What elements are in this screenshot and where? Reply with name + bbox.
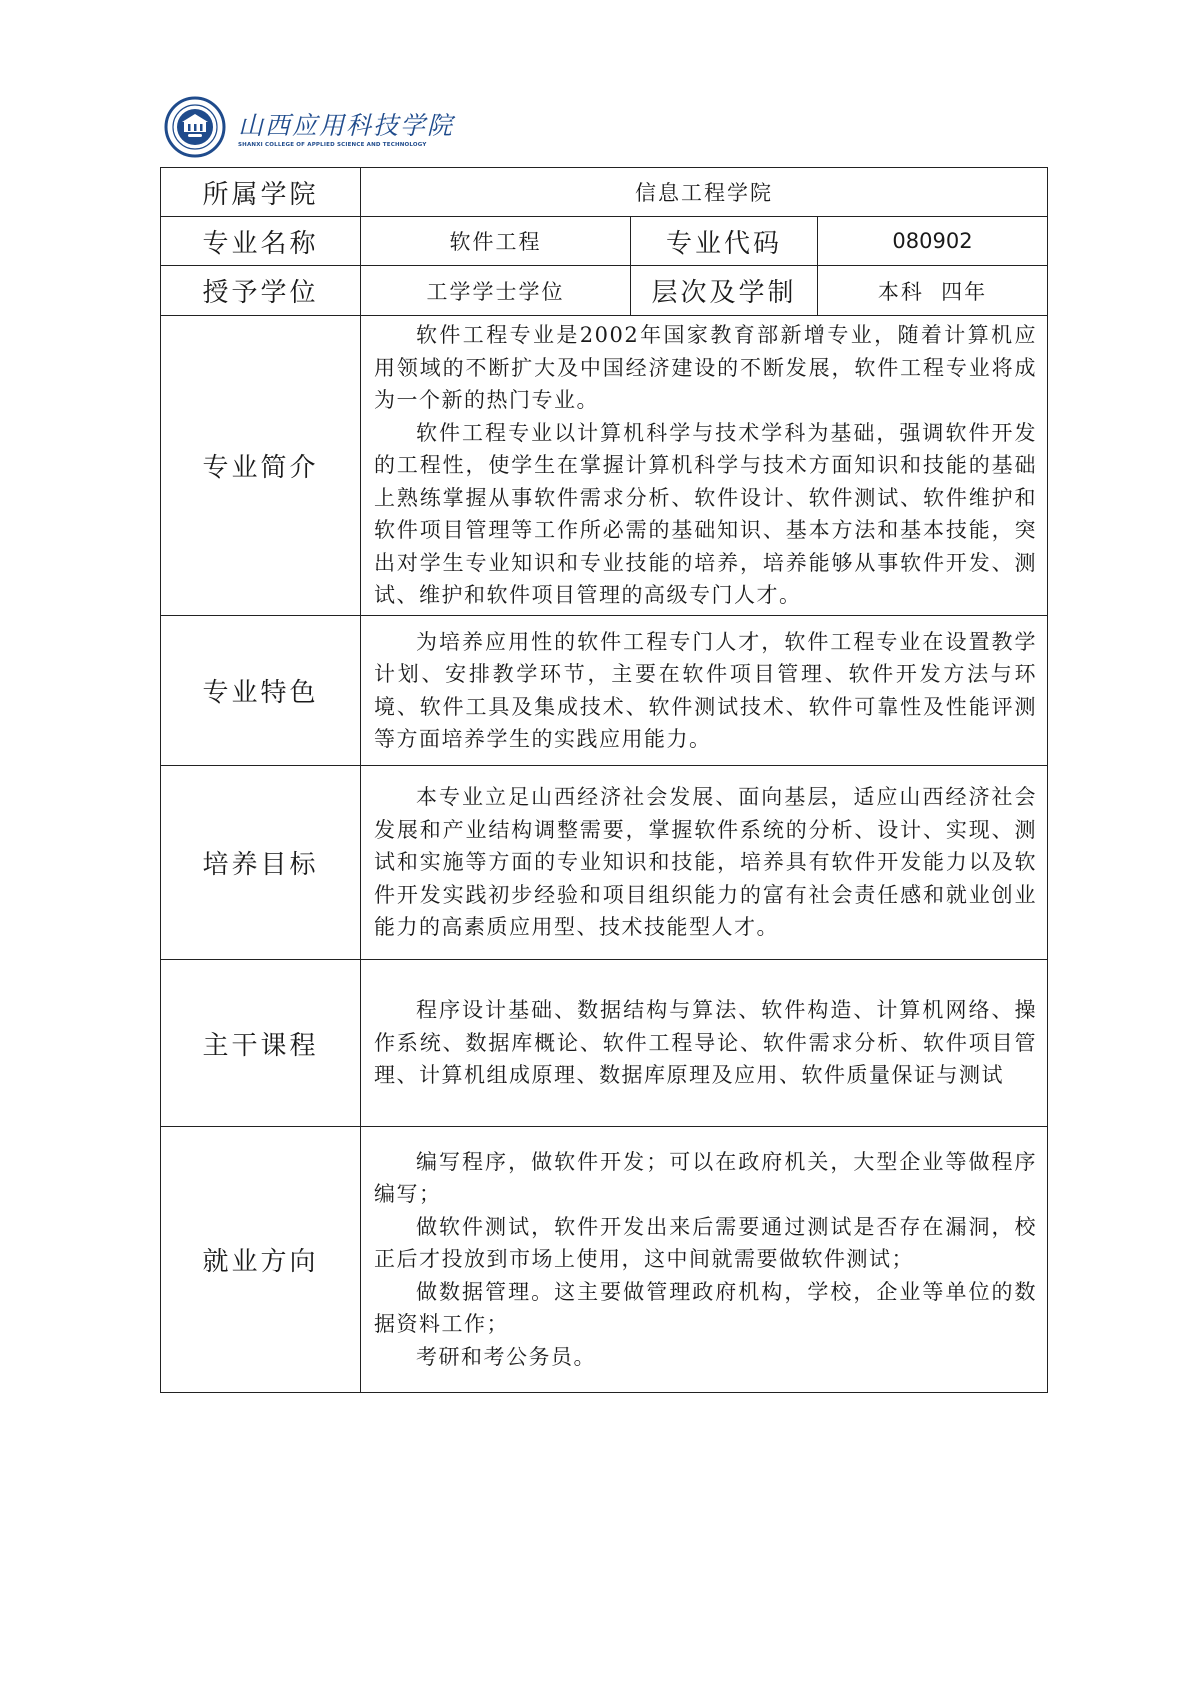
school-emblem-icon [164,96,226,158]
school-name-en: SHANXI COLLEGE OF APPLIED SCIENCE AND TECHNOLOGY [238,142,427,148]
career-paragraph: 做软件测试，软件开发出来后需要通过测试是否存在漏洞，校正后才投放到市场上使用，这中间就需要做软件测试； [374,1214,1038,1272]
value-major-name: 软件工程 [361,217,631,266]
label-features: 专业特色 [161,616,361,766]
major-info-table [160,167,1048,1393]
intro-text [361,316,1048,616]
value-level: 本科 四年 [818,266,1048,316]
label-major-name: 专业名称 [161,217,361,266]
label-level: 层次及学制 [631,266,818,316]
label-degree: 授予学位 [161,266,361,316]
row-degree [161,266,1048,316]
row-college [161,168,1048,217]
features-text [361,616,1048,766]
label-courses: 主干课程 [161,960,361,1127]
row-goals [161,766,1048,960]
career-paragraph: 考研和考公务员。 [416,1344,596,1369]
label-college: 所属学院 [161,168,361,217]
goals-text [361,766,1048,960]
label-intro: 专业简介 [161,316,361,616]
school-logo [164,96,455,160]
courses-text [361,960,1048,1127]
school-name-cn: 山西应用科技学院 [238,111,455,140]
label-major-code: 专业代码 [631,217,818,266]
career-text [361,1127,1048,1393]
intro-paragraph: 软件工程专业以计算机科学与技术学科为基础，强调软件开发的工程性，使学生在掌握计算机科学与技术方面知识和技能的基础上熟练掌握从事软件需求分析、软件设计、软件测试、软件维护和软件项目管理等工作所必需的基础知识、基本方法和基本技能，突出对学生专业知识和专业技能的培养，培养能够从事软件开发、测试、维护和软件项目管理的高级专门人才。 [374,420,1038,608]
row-career [161,1127,1048,1393]
value-college: 信息工程学院 [361,168,1048,217]
intro-paragraph: 软件工程专业是2002年国家教育部新增专业，随着计算机应用领域的不断扩大及中国经济建设的不断发展，软件工程专业将成为一个新的热门专业。 [374,323,1038,413]
career-paragraph: 做数据管理。这主要做管理政府机构，学校，企业等单位的数据资料工作； [374,1279,1038,1337]
row-intro [161,316,1048,616]
row-features [161,616,1048,766]
label-goals: 培养目标 [161,766,361,960]
goals-paragraph: 本专业立足山西经济社会发展、面向基层，适应山西经济社会发展和产业结构调整需要，掌握软件系统的分析、设计、实现、测试和实施等方面的专业知识和技能，培养具有软件开发能力以及软件开发实践初步经验和项目组织能力的富有社会责任感和就业创业能力的高素质应用型、技术技能型人才。 [374,785,1038,940]
features-paragraph: 为培养应用性的软件工程专门人才，软件工程专业在设置教学计划、安排教学环节，主要在软件项目管理、软件开发方法与环境、软件工具及集成技术、软件测试技术、软件可靠性及性能评测等方面培养学生的实践应用能力。 [374,629,1038,751]
label-career: 就业方向 [161,1127,361,1393]
courses-paragraph: 程序设计基础、数据结构与算法、软件构造、计算机网络、操作系统、数据库概论、软件工程导论、软件需求分析、软件项目管理、计算机组成原理、数据库原理及应用、软件质量保证与测试 [374,998,1038,1088]
value-degree: 工学学士学位 [361,266,631,316]
career-paragraph: 编写程序，做软件开发；可以在政府机关，大型企业等做程序编写； [374,1149,1038,1207]
row-courses [161,960,1048,1127]
value-major-code: 080902 [818,217,1048,266]
row-major-name [161,217,1048,266]
